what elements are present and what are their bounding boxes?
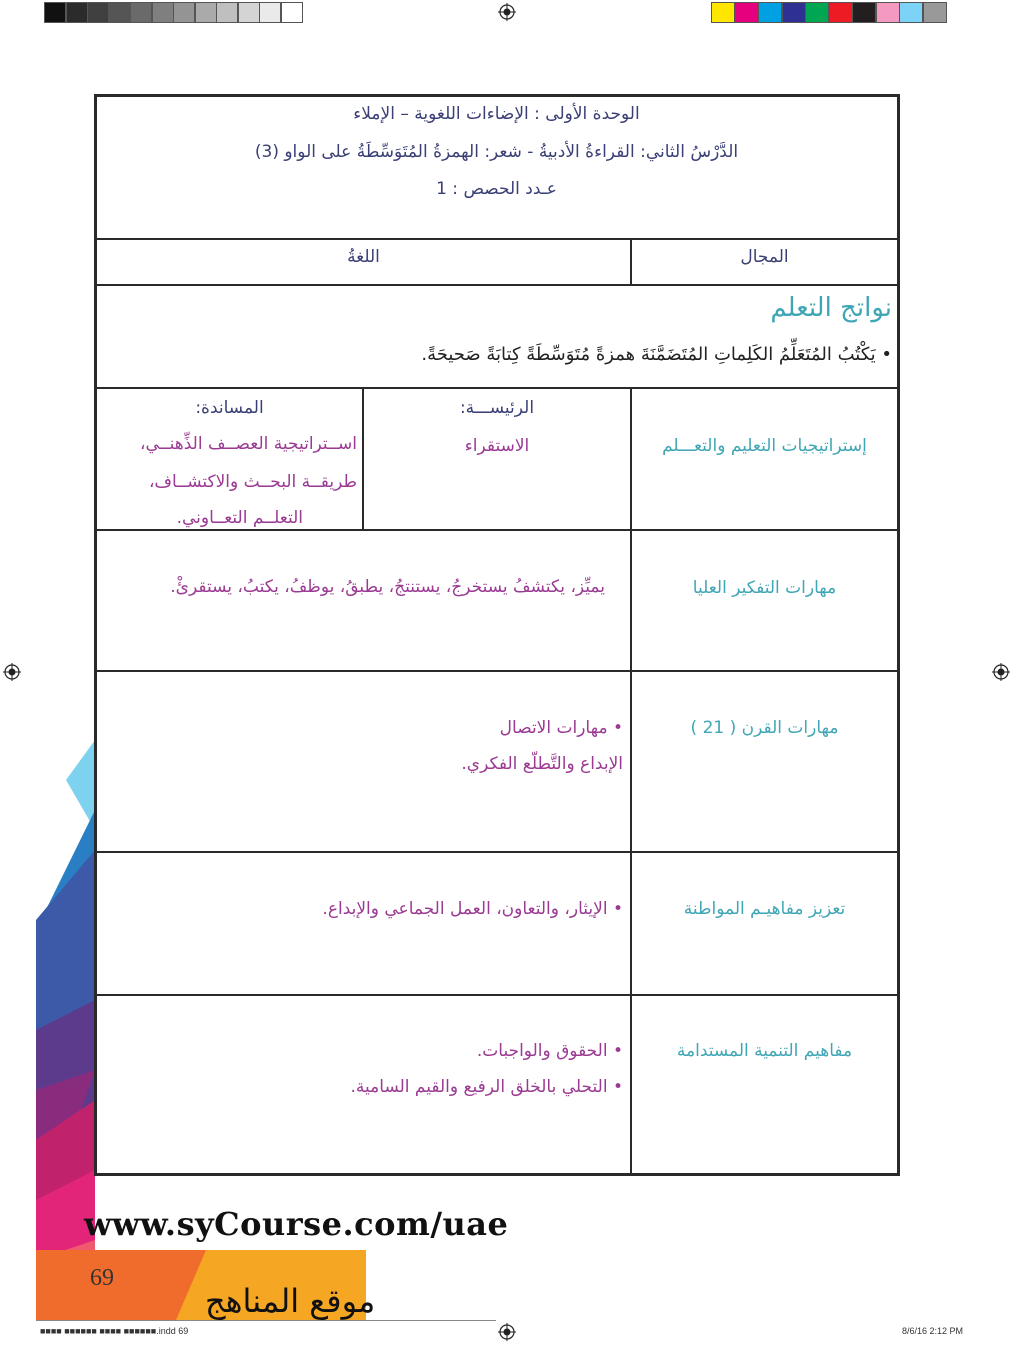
gray-swatch — [259, 2, 281, 23]
unit-title: الوحدة الأولى : الإضاءات اللغوية – الإملاء — [353, 104, 640, 124]
color-swatch — [876, 2, 900, 23]
row-divider — [94, 387, 900, 389]
gray-swatch — [44, 2, 66, 23]
gray-swatch — [195, 2, 217, 23]
row-divider — [94, 284, 900, 286]
support-strategy-line: التعلــم التعــاوني. — [176, 508, 303, 528]
row-divider — [94, 670, 900, 672]
page-number: 69 — [90, 1265, 114, 1291]
citizenship-value: • الإيثار، والتعاون، العمل الجماعي والإبداع. — [322, 899, 623, 919]
website-watermark[interactable]: www.syCourse.com/uae — [84, 1205, 509, 1243]
support-strategy-line: اســتراتيجية العصــف الذِّهنــي، — [140, 434, 357, 454]
row-divider — [94, 851, 900, 853]
sustainability-label: مفاهيم التنمية المستدامة — [676, 1041, 853, 1061]
site-name-watermark: موقع المناهج — [205, 1282, 376, 1320]
gray-swatch — [152, 2, 174, 23]
bullet-icon: • — [875, 344, 892, 365]
outcomes-title: نواتج التعلم — [770, 293, 892, 323]
registration-mark-icon — [498, 1323, 516, 1341]
century-skills-label: مهارات القرن ( 21 ) — [690, 718, 839, 738]
higher-thinking-label: مهارات التفكير العليا — [692, 578, 837, 598]
row-divider — [94, 238, 900, 240]
color-swatch — [829, 2, 853, 23]
color-swatch — [782, 2, 806, 23]
color-swatch — [923, 2, 947, 23]
gray-swatch — [238, 2, 260, 23]
table-border-bottom — [94, 1173, 900, 1176]
gray-swatch — [173, 2, 195, 23]
strategies-label: إستراتيجيات التعليم والتعـــلم — [662, 436, 867, 456]
registration-mark-icon — [498, 3, 516, 21]
bullet-icon: • — [607, 718, 623, 738]
row-divider — [94, 994, 900, 996]
support-strategy-title: المساندة: — [195, 398, 264, 418]
main-strategy-title: الرئيســـة: — [459, 398, 535, 418]
outcome-text: يَكْتُبُ المُتَعَلِّمُ الكَلِماتِ المُتَضَمَّنَةَ همزةً مُتَوَسِّطَةً كِتابَةً صَحيحَةً. — [421, 344, 876, 365]
domain-value: اللغةُ — [347, 247, 380, 267]
gray-swatch — [87, 2, 109, 23]
century-skill-item: الإبداع والتَّطلّع الفكري. — [461, 754, 623, 774]
sustainability-item: • الحقوق والواجبات. — [476, 1041, 623, 1061]
color-swatch — [758, 2, 782, 23]
slug-date: 8/6/16 2:12 PM — [902, 1326, 964, 1336]
color-swatch — [735, 2, 759, 23]
bullet-icon: • — [607, 1077, 623, 1097]
lesson-title: الدَّرْسُ الثاني: القراءةُ الأدبيةُ - شعر: الهمزةُ المُتَوَسِّطَةُ على الواو (3) — [254, 142, 739, 162]
sustainability-item: • التحلي بالخلق الرفيع والقيم السامية. — [350, 1077, 623, 1097]
domain-label: المجال — [740, 247, 789, 267]
color-swatch — [805, 2, 829, 23]
bullet-icon: • — [607, 899, 623, 919]
gray-swatch — [130, 2, 152, 23]
support-strategy-line: طريقــة البحــث والاكتشــاف، — [148, 472, 357, 492]
citizenship-label: تعزيز مفاهيـم المواطنة — [683, 899, 846, 919]
gray-swatch — [109, 2, 131, 23]
sessions-count: عـدد الحصص : 1 — [436, 179, 557, 199]
century-skill-item: • مهارات الاتصال — [499, 718, 623, 738]
table-border-top — [94, 94, 900, 97]
color-swatch — [711, 2, 735, 23]
color-swatch — [852, 2, 876, 23]
gray-swatch — [216, 2, 238, 23]
main-strategy-value: الاستقراء — [464, 436, 530, 456]
registration-mark-icon — [992, 663, 1010, 681]
gray-swatch — [66, 2, 88, 23]
gray-swatch — [281, 2, 303, 23]
slug-line — [36, 1320, 496, 1321]
higher-thinking-value: يميِّز، يكتشفُ يستخرجُ، يستنتجُ، يطبقُ، يوظفُ، يكتبُ، يستقرئْ. — [170, 577, 605, 597]
registration-mark-icon — [3, 663, 21, 681]
slug-file-name: ■■■■ ■■■■■■ ■■■■ ■■■■■■.indd 69 — [40, 1326, 189, 1336]
row-divider — [94, 529, 900, 531]
bullet-icon: • — [607, 1041, 623, 1061]
color-swatch — [899, 2, 923, 23]
outcome-bullet — [421, 344, 892, 365]
table-border-right — [897, 94, 900, 1176]
